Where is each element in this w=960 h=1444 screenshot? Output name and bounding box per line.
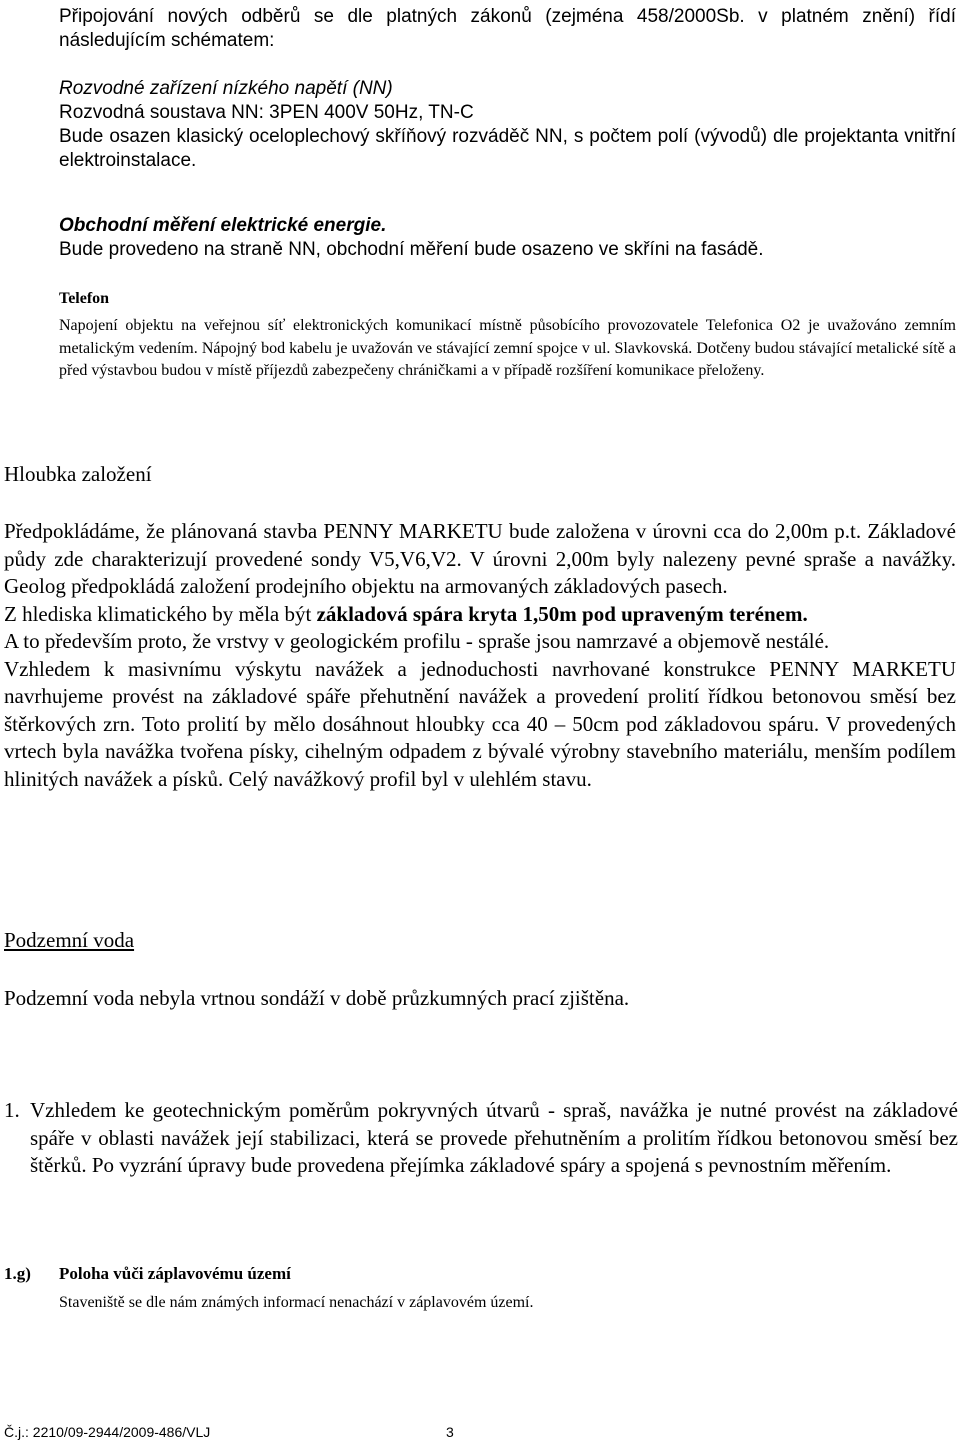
section-1g-number: 1.g) [4, 1264, 31, 1283]
item-text: Vzhledem ke geotechnickým poměrům pokryvných útvarů - spraš, navážka je nutné provést na základové spáře v oblasti navážek její stabilizaci, která se provede přehutněním a prolitím řídkou betonovou směsí bez štěrků. Po vyzrání úpravy bude provedena přejímka základové spáry a spojená s pevnostním měřením. [30, 1098, 958, 1177]
electric-intro: Připojování nových odběrů se dle platných zákonů (zejména 458/2000Sb. v platném znění) řídí následujícím schématem: [59, 6, 956, 51]
foundation-body [4, 518, 956, 793]
nn-heading: Rozvodné zařízení nízkého napětí (NN) [59, 78, 393, 99]
foundation-paragraph-1: Předpokládáme, že plánovaná stavba PENNY MARKETU bude založena v úrovni cca do 2,00m p.t. Základové půdy zde charakterizují provedené sondy V5,V6,V2. V úrovni 2,00m byly nalezeny pevné spraše a navážky. Geolog předpokládá založení prodejního objektu na armovaných základových pasech. [4, 519, 956, 598]
metering-heading: Obchodní měření elektrické energie. [59, 215, 387, 236]
foundation-heading: Hloubka založení [4, 462, 152, 486]
section-1g-title: Poloha vůči záplavovému území [59, 1264, 291, 1283]
groundwater-heading: Podzemní voda [4, 928, 135, 952]
nn-system-spec: Rozvodná soustava NN: 3PEN 400V 50Hz, TN-C [59, 102, 474, 123]
metering-text: Bude provedeno na straně NN, obchodní měření bude osazeno ve skříni na fasádě. [59, 239, 764, 260]
foundation-paragraph-3: A to především proto, že vrstvy v geologickém profilu - spraše jsou namrzavé a objemově nestálé. [4, 629, 830, 653]
footer-reference: Č.j.: 2210/09-2944/2009-486/VLJ [4, 1424, 211, 1440]
telefon-text: Napojení objektu na veřejnou síť elektronických komunikací místně působícího provozovatele Telefonica O2 je uvažováno zemním metalickým vedením. Nápojný bod kabelu je uvažován ve stávající zemní spojce v ul. Slavkovská. Dotčeny budou stávající metalické sítě a před výstavbou budou v místě příjezdů zabezpečeny chráničkami a v případě rozšíření komunikace přeloženy. [59, 317, 956, 379]
section-1g-text: Staveniště se dle nám známých informací nenachází v záplavovém území. [59, 1294, 534, 1311]
foundation-p2-lead: Z hlediska klimatického by měla být [4, 601, 317, 626]
telefon-heading: Telefon [59, 290, 110, 307]
groundwater-text: Podzemní voda nebyla vrtnou sondáží v době průzkumných prací zjištěna. [4, 986, 630, 1010]
foundation-paragraph-2 [4, 601, 956, 629]
item-number: 1. [4, 1098, 20, 1122]
foundation-p2-emphasis: základová spára kryta 1,50m pod upraveným terénem. [316, 601, 808, 626]
foundation-paragraph-4: Vzhledem k masivnímu výskytu navážek a jednoduchosti navrhované konstrukce PENNY MARKETU navrhujeme provést na základové spáře přehutnění navážek a provedení prolití řídkou betonovou směsí bez štěrkových zrn. Toto prolití by mělo dosáhnout hloubky cca 40 – 50cm pod základovou spáru. V provedených vrtech byla navážka tvořena písky, cihelným odpadem z bývalé výrobny stavebního materiálu, menším podílem hlinitých navážek a písků. Celý navážkový profil byl v ulehlém stavu. [4, 656, 956, 791]
nn-text: Bude osazen klasický oceloplechový skříňový rozváděč NN, s počtem polí (vývodů) dle projektanta vnitřní elektroinstalace. [59, 126, 956, 171]
footer-page-number: 3 [446, 1424, 454, 1440]
